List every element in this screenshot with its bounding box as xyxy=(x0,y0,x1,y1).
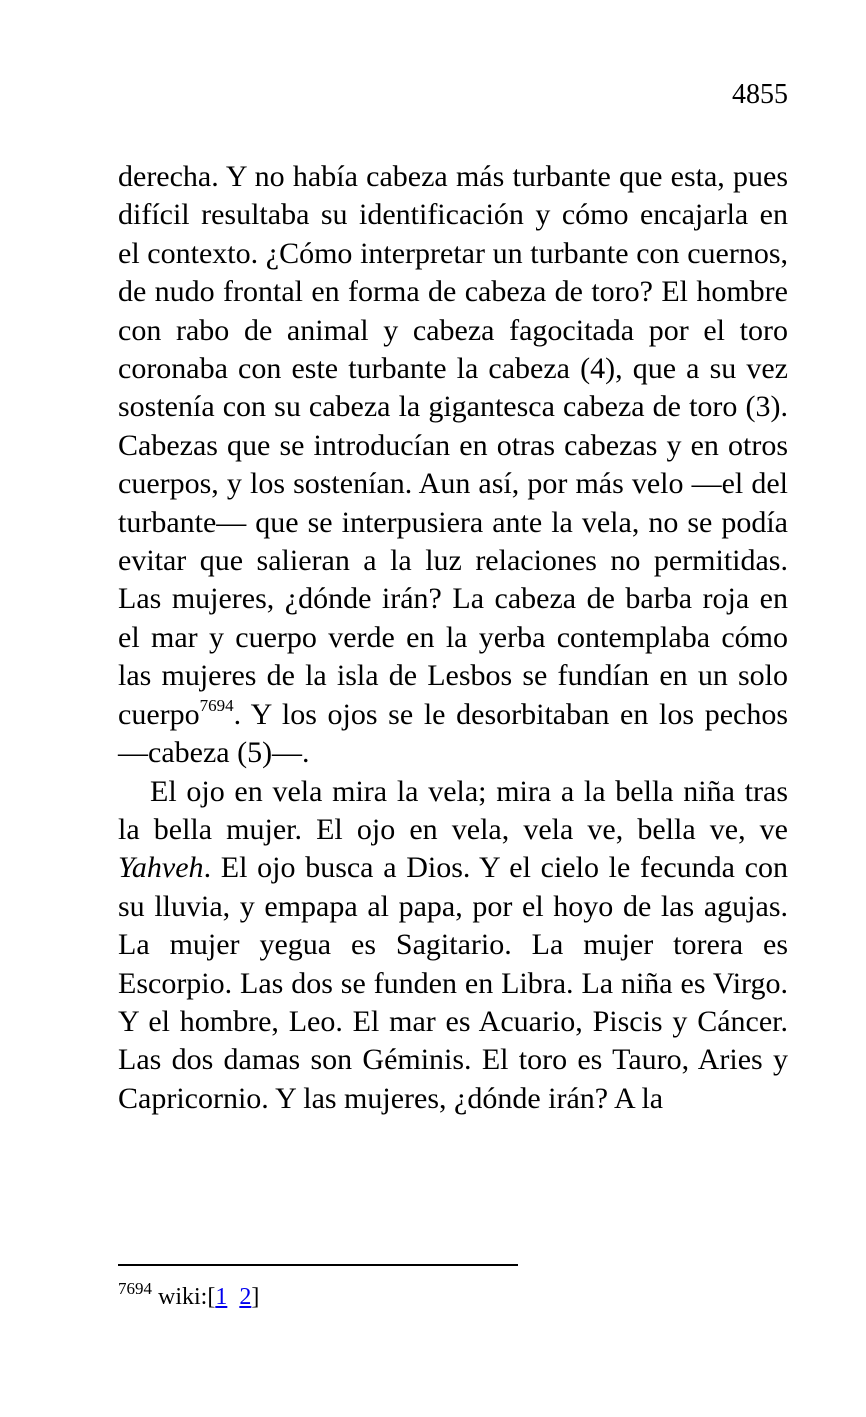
footnote-prefix: wiki:[ xyxy=(158,1284,216,1310)
footnote-number: 7694 xyxy=(118,1279,152,1298)
paragraph-2-text-end: . El ojo busca a Dios. Y el cielo le fecunda con su lluvia, y empapa al papa, por el hoyo de las agujas. La mujer yegua es Sagitario. La mujer torera es Escorpio. Las dos se funden en Libra. La niña es Virgo. Y el hombre, Leo. El mar es Acuario, Piscis y Cáncer. Las dos damas son Géminis. El toro es Tauro, Aries y Capricornio. Y las mujeres, ¿dónde irán? A la xyxy=(118,851,788,1115)
italic-word: Yahveh xyxy=(118,851,204,885)
body-text xyxy=(118,158,788,1118)
footnote-link-2[interactable]: 2 xyxy=(239,1284,252,1310)
paragraph-2-text: El ojo en vela mira la vela; mira a la bella niña tras la bella mujer. El ojo en vela, vela ve, bella ve, ve xyxy=(118,774,788,846)
paragraph-1-text-end: . Y los ojos se le desorbitaban en los pechos —cabeza (5)—. xyxy=(118,697,788,770)
footnote xyxy=(118,1280,788,1314)
paragraph-1-text: derecha. Y no había cabeza más turbante que esta, pues difícil resultaba su identificación y cómo encajarla en el contexto. ¿Cómo interpretar un turbante con cuernos, de nudo frontal en forma de cabeza de toro? El hombre con rabo de animal y cabeza fagocitada por el toro coronaba con este turbante la cabeza (4), que a su vez sostenía con su cabeza la gigantesca cabeza de toro (3). Cabezas que se introducían en otras cabezas y en otros cuerpos, y los sostenían. Aun así, por más velo —el del turbante— que se interpusiera ante la vela, no se podía evitar que salieran a la luz relaciones no permitidas. Las mujeres, ¿dónde irán? La cabeza de barba roja en el mar y cuerpo verde en la yerba contemplaba cómo las mujeres de la isla de Lesbos se fundían en un solo cuerpo xyxy=(118,160,788,731)
footnote-link-1[interactable]: 1 xyxy=(215,1284,228,1310)
paragraph-1 xyxy=(118,158,788,773)
footnote-reference[interactable]: 7694 xyxy=(199,695,234,715)
footnote-suffix: ] xyxy=(251,1284,260,1310)
paragraph-2 xyxy=(118,773,788,1119)
footnote-divider xyxy=(118,1264,518,1266)
page-number: 4855 xyxy=(732,79,788,110)
